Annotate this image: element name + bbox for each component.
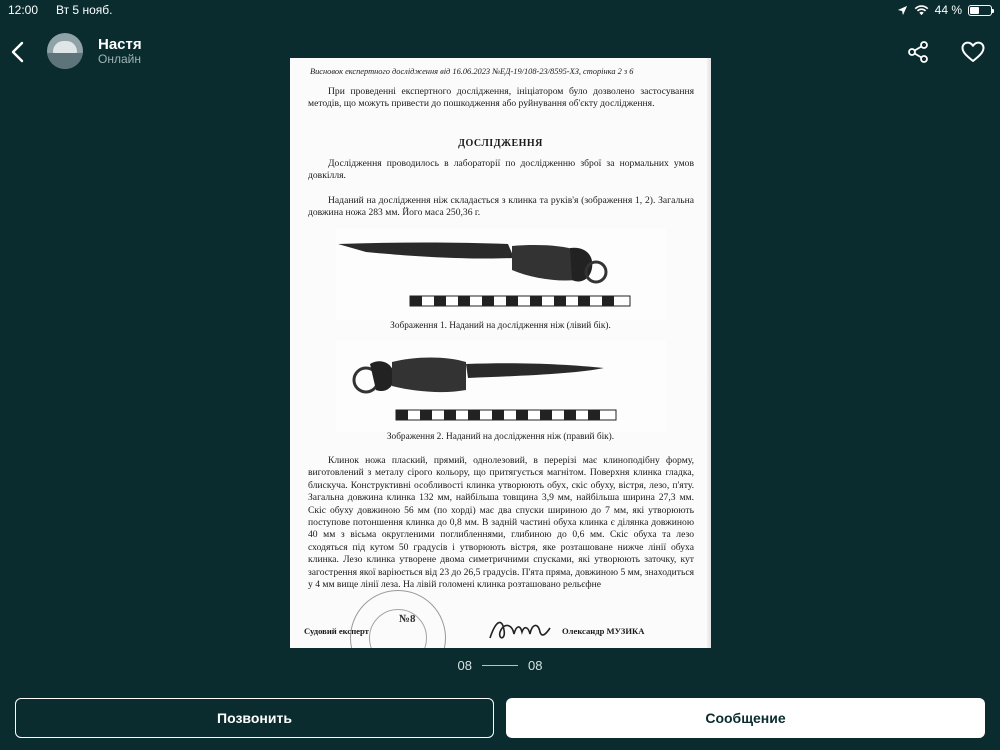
- status-bar: [0, 0, 1000, 20]
- caption-image-1: Зображення 1. Наданий на дослідження ніж (лівий бік).: [390, 321, 611, 331]
- pager-divider: [482, 665, 518, 666]
- share-icon: [906, 40, 930, 64]
- doc-section-title: ДОСЛІДЖЕННЯ: [458, 138, 543, 149]
- doc-paragraph-3: Наданий на дослідження ніж складається з клинка та руків'я (зображення 1, 2). Загальна довжина ножа 283 мм. Його маса 250,36 г.: [308, 195, 694, 219]
- stamp-ring: [369, 609, 427, 648]
- stamp-number: №8: [399, 613, 416, 625]
- avatar-shade: [47, 53, 83, 69]
- avatar[interactable]: [47, 33, 83, 69]
- back-button[interactable]: [6, 38, 28, 66]
- message-button[interactable]: Сообщение: [506, 698, 985, 738]
- status-time: 12:00: [8, 3, 39, 17]
- knife-photo-left: [336, 228, 666, 320]
- favorite-button[interactable]: [960, 39, 986, 65]
- total-pages: 08: [528, 658, 543, 673]
- wifi-icon: [914, 5, 929, 16]
- doc-paragraph-2: Дослідження проводилось в лабораторії по дослідженню зброї за нормальних умов довкілля.: [308, 158, 694, 182]
- contact-status: Онлайн: [98, 52, 141, 66]
- share-button[interactable]: [906, 40, 930, 64]
- heart-icon: [960, 39, 986, 65]
- official-stamp: [350, 590, 446, 648]
- page-indicator: [0, 658, 1000, 673]
- status-indicators: [897, 3, 992, 17]
- contact-name[interactable]: Настя: [98, 36, 142, 53]
- knife-photo-right: [336, 340, 666, 432]
- document-image[interactable]: [290, 58, 711, 648]
- back-arrow-icon: [10, 41, 24, 63]
- location-icon: [897, 5, 908, 16]
- doc-footer-name: Олександр МУЗИКА: [562, 626, 645, 636]
- battery-percent: 44 %: [934, 3, 962, 17]
- call-button[interactable]: Позвонить: [15, 698, 494, 738]
- doc-footer-role: Судовий експерт: [304, 626, 369, 636]
- battery-level: [970, 7, 979, 14]
- caption-image-2: Зображення 2. Наданий на дослідження ніж (правий бік).: [386, 432, 615, 442]
- battery-icon: [968, 5, 992, 16]
- current-page: 08: [457, 658, 472, 673]
- doc-header-line: Висновок експертного дослідження від 16.06.2023 №ЕД-19/108-23/8595-ХЗ, сторінка 2 з 6: [310, 67, 634, 76]
- doc-paragraph-1: При проведенні експертного дослідження, ініціатором було дозволено застосування методів, що можуть привести до пошкодження або руйнування об'єкту дослідження.: [308, 86, 694, 110]
- status-date: Вт 5 нояб.: [56, 3, 113, 17]
- doc-paragraph-4: Клинок ножа плаский, прямий, однолезовий, в перерізі має клиноподібну форму, виготовлений з металу сірого кольору, що притягується магнітом. Поверхня клинка гладка, блискуча. Конструктивні особливості клинка утворюють обух, скіс обуху, вістря, лезо, п'яту. Загальна довжина клинка 132 мм, найбільша товщина 3,9 мм, найбільша ширина 27,3 мм. Скіс обуху довжиною 56 мм (по хорді) має два спуски шириною до 7 мм, які утворюють поступове потоншення клинка до 0,8 мм. В задній частині обуха клинка є ділянка довжиною 40 мм з вісьма округленими поглибленнями, глибиною до 0,6 мм. Скіс обуха та лезо сходяться під кутом 50 градусів і утворюють вістря, яке розташоване нижче лінії обуха клинка. Лезо клинка утворене двома симетричними спусками, які утворюють заточку, кут загострення якої варіюється від 23 до 26,5 градусів. П'ята пряма, довжиною 5 мм, знаходиться у 4 мм вище лінії леза. На лівій голомені клинка розташовано рельєфне: [308, 455, 694, 591]
- signature: [486, 614, 556, 644]
